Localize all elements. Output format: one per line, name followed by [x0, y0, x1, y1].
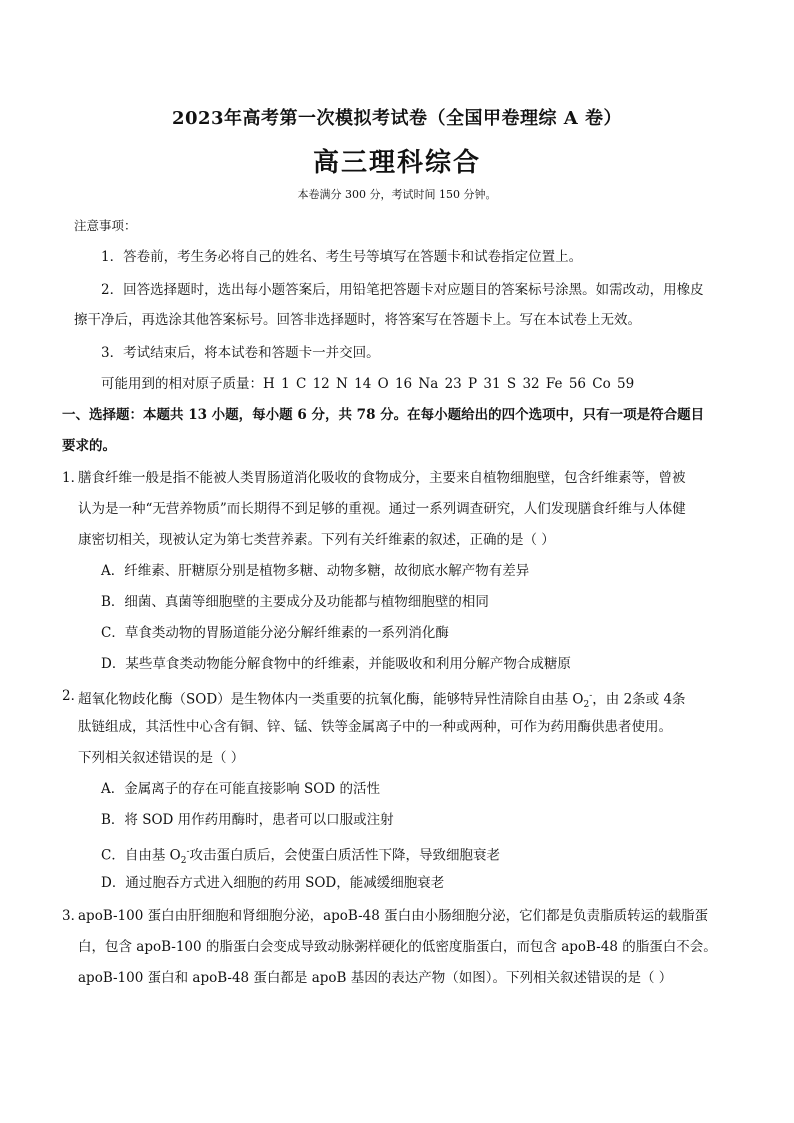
question-1-stem-line-2: 认为是一种“无营养物质”而长期得不到足够的重视。通过一系列调查研究，人们发现膳食纤维与人体健: [78, 501, 686, 517]
question-1-option-b: B．细菌、真菌等细胞壁的主要成分及功能都与植物细胞壁的相同: [101, 594, 489, 610]
question-2-option-c: [101, 842, 500, 871]
question-1-option-c: C．草食类动物的胃肠道能分泌分解纤维素的一系列消化酶: [101, 625, 449, 641]
notice-item-2-line-1: 2．回答选择题时，选出每小题答案后，用铅笔把答题卡对应题目的答案标号涂黑。如需改动，用橡皮: [101, 282, 704, 298]
question-2-option-d: D．通过胞吞方式进入细胞的药用 SOD，能减缓细胞衰老: [101, 875, 445, 891]
section-instruction-line-1: 一、选择题：本题共 13 小题，每小题 6 分，共 78 分。在每小题给出的四个选项中，只有一项是符合题目: [62, 407, 705, 423]
question-2-number: 2．: [62, 688, 85, 704]
question-2-option-a: A．金属离子的存在可能直接影响 SOD 的活性: [101, 781, 380, 797]
q2-line1-post: ，由 2条或 4条: [592, 691, 686, 708]
notice-item-2-line-2: 擦干净后，再选涂其他答案标号。回答非选择题时，将答案写在答题卡上。写在本试卷上无效。: [74, 312, 641, 328]
exam-title: 2023年高考第一次模拟考试卷（全国甲卷理综 A 卷）: [171, 108, 623, 129]
notice-item-3: 3．考试结束后，将本试卷和答题卡一并交回。: [101, 345, 380, 361]
q2-opt-c-pre: C．自由基 O: [101, 847, 181, 864]
q2-line1-sup: -: [589, 691, 593, 701]
subject-title: 高三理科综合: [312, 148, 481, 178]
q2-opt-c-sup: -: [186, 847, 190, 857]
question-2-option-b: B．将 SOD 用作药用酶时，患者可以口服或注射: [101, 812, 394, 828]
notice-item-1: 1．答卷前，考生务必将自己的姓名、考生号等填写在答题卡和试卷指定位置上。: [101, 249, 583, 265]
question-1-option-a: A．纤维素、肝糖原分别是植物多糖、动物多糖，故彻底水解产物有差异: [101, 563, 530, 579]
question-3-number: 3．: [62, 908, 85, 924]
question-2-stem-line-3: 下列相关叙述错误的是（ ）: [78, 750, 245, 766]
question-2-stem-line-1: [78, 686, 686, 715]
q2-opt-c-post: 攻击蛋白质后，会使蛋白质活性下降，导致细胞衰老: [189, 847, 500, 864]
score-note: 本卷满分 300 分，考试时间 150 分钟。: [297, 188, 497, 201]
question-1-option-d: D．某些草食类动物能分解食物中的纤维素，并能吸收和利用分解产物合成糖原: [101, 656, 571, 672]
question-1-number: 1．: [62, 470, 85, 486]
question-1-stem-line-1: 膳食纤维一般是指不能被人类胃肠道消化吸收的食物成分，主要来自植物细胞壁，包含纤维素等，曾被: [78, 470, 686, 486]
question-1-stem-line-3: 康密切相关，现被认定为第七类营养素。下列有关纤维素的叙述，正确的是（ ）: [78, 532, 555, 548]
notice-heading: 注意事项：: [74, 218, 137, 233]
question-3-stem-line-2: 白，包含 apoB-100 的脂蛋白会变成导致动脉粥样硬化的低密度脂蛋白，而包含 apoB-48 的脂蛋白不会。: [78, 939, 717, 955]
question-2-stem-line-2: 肽链组成，其活性中心含有铜、锌、锰、铁等金属离子中的一种或两种，可作为药用酶供患者使用。: [78, 719, 672, 735]
q2-line1-pre: 超氧化物歧化酶（SOD）是生物体内一类重要的抗氧化酶，能够特异性清除自由基 O: [78, 691, 584, 708]
question-3-stem-line-1: apoB-100 蛋白由肝细胞和肾细胞分泌，apoB-48 蛋白由小肠细胞分泌，它们都是负责脂质转运的载脂蛋: [78, 908, 709, 924]
question-3-stem-line-3: apoB-100 蛋白和 apoB-48 蛋白都是 apoB 基因的表达产物（如图）。下列相关叙述错误的是（ ）: [78, 970, 673, 986]
q2-line1-sub: 2: [583, 700, 590, 711]
q2-opt-c-sub: 2: [180, 856, 187, 867]
section-instruction-line-2: 要求的。: [62, 438, 116, 454]
atomic-masses: 可能用到的相对原子质量：H 1 C 12 N 14 O 16 Na 23 P 31 S 32 Fe 56 Co 59: [101, 376, 635, 392]
